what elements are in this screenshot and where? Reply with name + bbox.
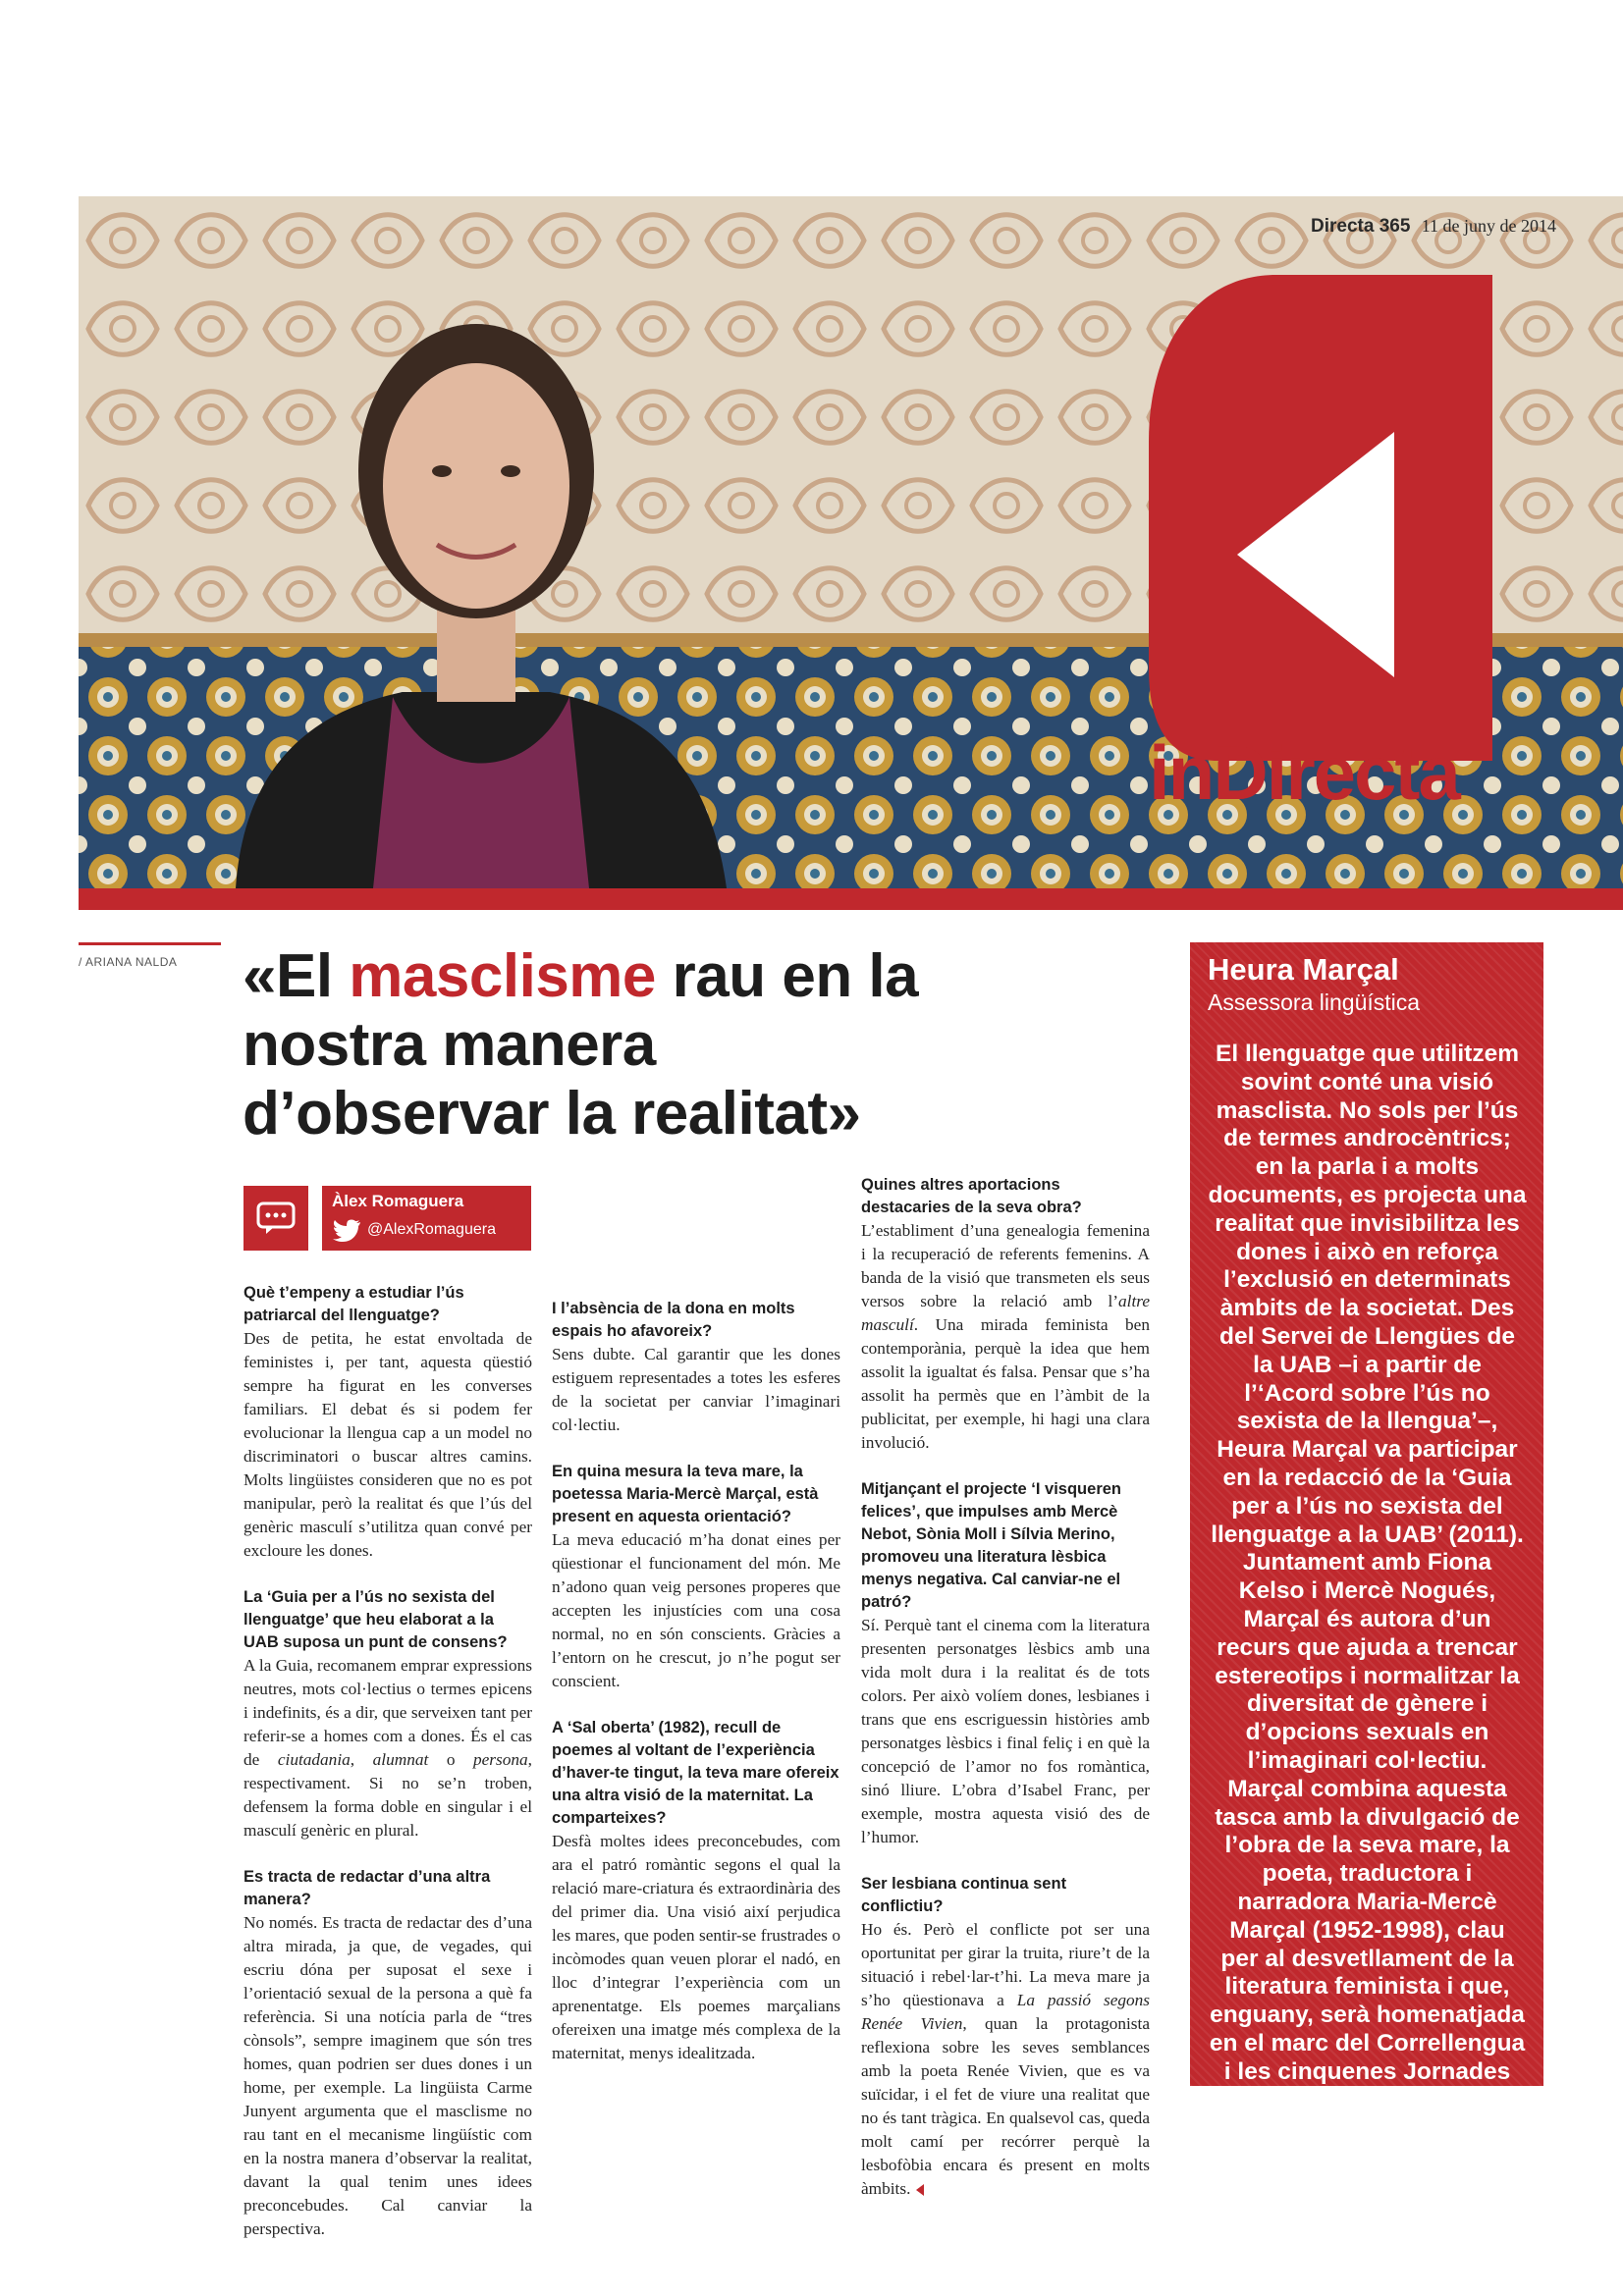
author-box [322,1186,531,1251]
article-column-1 [243,1282,532,2241]
author-handle[interactable]: @AlexRomaguera [367,1221,496,1238]
answer: A la Guia, recomanem emprar expressions neutres, mots col·lectius o termes epicens i indefinits, és a dir, que serveixen tant per referir-se a homes com a dones. És el cas de ciutadania, alumnat o persona, respectivament. Si no se’n troben, defensem la forma doble en singular i el masculí genèric en plural. [243,1656,532,1840]
publication-name: Directa 365 [1311,216,1411,237]
question: A ‘Sal oberta’ (1982), recull de poemes al voltant de l’experiència d’haver-te tingut, la teva mare ofereix una altra visió de la maternitat. La comparteixes? [552,1719,839,1827]
headline-highlight: masclisme [349,942,656,1010]
question: Ser lesbiana continua sent conflictiu? [861,1875,1067,1915]
question: I l’absència de la dona en molts espais ho afavoreix? [552,1300,795,1340]
sidebar-role: Assessora lingüística [1208,989,1421,1015]
answer: L’establiment d’una genealogia femenina i la recuperació de referents femenins. A banda de la visió que transmeten els seus versos sobre la relació amb l’altre masculí. Una mirada feminista ben contemporània, perquè la idea que hem assolit la igualtat és falsa. Pensar que s’ha assolit ha permès que en l’àmbit de la publicitat, per exemple, hi hagi una clara involució. [861,1221,1150,1452]
headline-open: «El [243,942,350,1010]
question: La ‘Guia per a l’ús no sexista del llenguatge’ que heu elaborat a la UAB suposa un punt de consens? [243,1588,508,1651]
photo-credit: / ARIANA NALDA [79,955,178,969]
answer: No només. Es tracta de redactar des d’una altra mirada, ja que, de vegades, qui escriu dóna per suposat el sexe i l’orientació sexual de la persona a què fa referència. Si una notícia parla de “tres cònsols”, sempre imaginem que són tres homes, quan podrien ser dues dones i un home, per exemple. La lingüista Carme Junyent argumenta que el masclisme no rau tant en el mecanisme lingüístic com en la nostra manera d’observar la realitat, davant la qual tenim unes idees preconcebudes. Cal canviar la perspectiva. [243,1913,532,2238]
chat-bubble-icon [243,1186,308,1251]
answer: Desfà moltes idees preconcebudes, com ara el patró romàntic segons el qual la relació mare-criatura és extraordinària des del primer dia. Una visió així perjudica les mares, que poden sentir-se frustrades o incòmodes quan veuen plorar el nadó, en lloc d’integrar l’experiència com un aprenentatge. Els poemes marçalians ofereixen una imatge més complexa de la maternitat, menys idealitzada. [552,1832,840,2062]
end-triangle-icon [916,2184,924,2196]
sidebar-name: Heura Marçal [1208,952,1399,987]
author-name: Àlex Romaguera [332,1192,464,1210]
credit-rule [79,942,221,945]
answer: Sí. Perquè tant el cinema com la literatura presenten personatges lèsbics amb una vida molt dura i la realitat és de tots colors. Per això volíem dones, lesbianes i trans que ens escriguessin històries amb personatges lèsbics i final feliç i en què la concepció de l’amor no fos romàntica, sinó lliure. L’obra d’Isabel Franc, per exemple, mostra aquesta visió des de l’humor. [861,1616,1150,1846]
photo-bottom-bar [79,888,1623,910]
question: Mitjançant el projecte ‘I visqueren felices’, que impulses amb Mercè Nebot, Sònia Moll i Sílvia Merino, promoveu una literatura lèsbica menys negativa. Cal canviar-ne el patró? [861,1480,1121,1611]
article-column-2 [552,1174,840,2065]
headline-rest: rau en la nostra manera d’observar la realitat» [243,942,919,1148]
issue-date: 11 de juny de 2014 [1421,216,1556,236]
question: Què t’empeny a estudiar l’ús patriarcal del llenguatge? [243,1284,464,1324]
answer: Des de petita, he estat envoltada de feministes i, per tant, aquesta qüestió sempre ha figurat en les converses familiars. El debat és si podem fer evolucionar la llengua cap a un model no discriminatori o buscar altres camins. Molts lingüistes consideren que no es pot manipular, però la realitat és que l’ús del genèric masculí s’utilitza quan convé per excloure les dones. [243,1329,532,1560]
sidebar-bio: El llenguatge que utilitzem sovint conté una visió masclista. No sols per l’ús de termes androcèntrics; en la parla i a molts documents, es projecta una realitat que invisibilitza les dones i això en reforça l’exclusió en determinats àmbits de la societat. Des del Servei de Llengües de la UAB –i a partir de l’‘Acord sobre l’ús no sexista de la llengua’–, Heura Marçal va participar en la redacció de la ‘Guia per a l’ús no sexista del llenguatge a la UAB’ (2011). Juntament amb Fiona Kelso i Mercè Nogués, Marçal és autora d’un recurs que ajuda a trencar estereotips i normalitzar la diversitat de gènere i d’opcions sexuals en l’imaginari col·lectiu. Marçal combina aquesta tasca amb la divulgació de l’obra de la seva mare, la poeta, traductora i narradora Maria-Mercè Marçal (1952-1998), clau per al desvetllament de la literatura feminista i que, enguany, serà homenatjada en el marc del Correllengua i les cinquenes Jornades Marçalianes, que tindran lloc el mes de novembre d’enguany. [1208,1041,1527,2170]
section-logo: inDirecta [1149,729,1459,816]
answer: La meva educació m’ha donat eines per qüestionar el funcionament del món. Me n’adono quan veig persones properes que accepten les injustícies com una cosa normal, no en són conscients. Gràcies a l’entorn on he crescut, jo n’he pogut ser conscient. [552,1530,840,1690]
answer: Sens dubte. Cal garantir que les dones estiguem representades a totes les esferes de la societat per canviar l’imaginari col·lectiu. [552,1345,840,1434]
question: Quines altres aportacions destacaries de la seva obra? [861,1176,1082,1216]
masthead [1311,216,1556,238]
question: Es tracta de redactar d’una altra manera? [243,1868,491,1908]
article-column-3 [861,1174,1150,2201]
twitter-bird-icon[interactable] [332,1219,361,1243]
answer: Ho és. Però el conflicte pot ser una oportunitat per girar la truita, riure’t de la situació i rebel·lar-t’hi. La meva mare ja s’ho qüestionava a La passió segons Renée Vivien, quan la protagonista reflexiona sobre les seves semblances amb la poeta Renée Vivien, que es va suïcidar, i el fet de viure una realitat que no és tant tràgica. En qualsevol cas, queda molt camí per recórrer perquè la lesbofòbia encara és present en molts àmbits. [861,1920,1151,2198]
headline [243,942,959,1148]
question: En quina mesura la teva mare, la poetessa Maria-Mercè Marçal, està present en aquesta orientació? [552,1463,819,1525]
